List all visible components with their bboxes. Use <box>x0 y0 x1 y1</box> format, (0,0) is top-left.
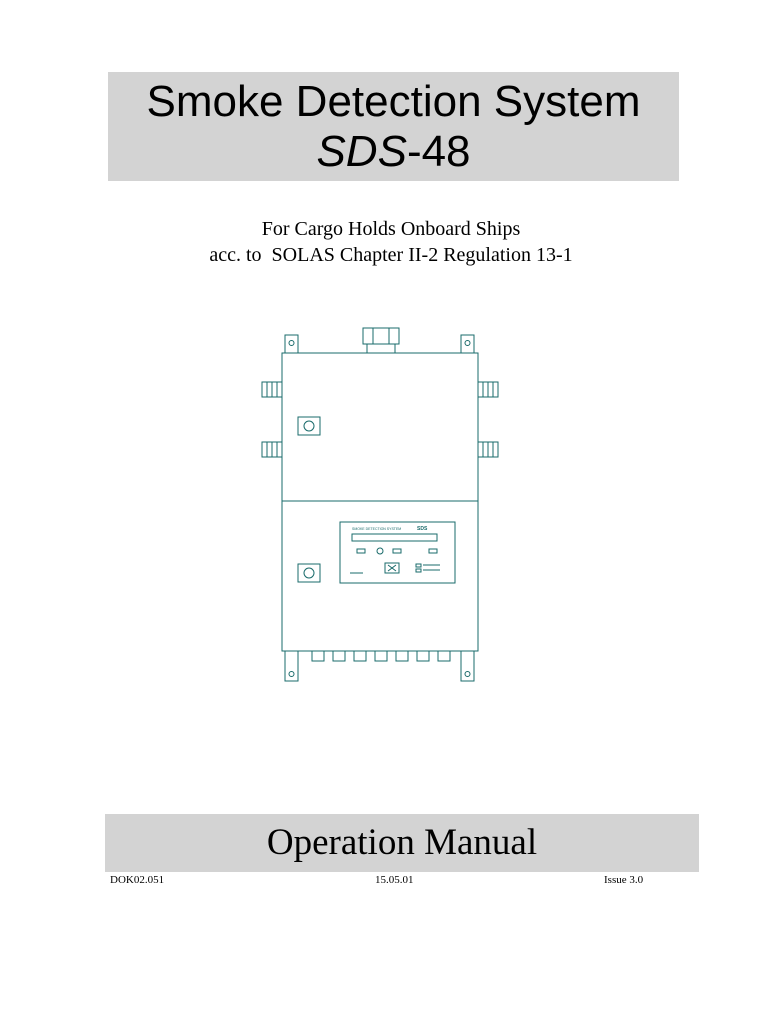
subtitle <box>0 216 768 268</box>
door-lock-upper <box>298 417 320 435</box>
side-gland-left-1 <box>262 382 282 397</box>
subtitle-line-2: acc. to SOLAS Chapter II-2 Regulation 13-1 <box>209 244 573 266</box>
model-prefix: SDS <box>316 127 407 176</box>
device-drawing <box>255 323 505 685</box>
document-title: Smoke Detection System <box>146 77 641 126</box>
enclosure-upper <box>282 353 478 501</box>
document-id: DOK02.051 <box>110 874 165 886</box>
manual-type-label: Operation Manual <box>266 822 538 863</box>
model-name <box>108 127 679 177</box>
mounting-lug-bottom-right <box>461 651 474 681</box>
panel-display <box>352 534 437 541</box>
side-gland-left-2 <box>262 442 282 457</box>
side-gland-right-1 <box>478 382 498 397</box>
enclosure-lower <box>282 501 478 651</box>
control-panel <box>340 522 455 583</box>
subtitle-line-1: For Cargo Holds Onboard Ships <box>261 218 521 240</box>
door-lock-lower <box>298 564 320 582</box>
panel-model: SDS <box>417 526 428 532</box>
manual-type-box <box>105 814 699 872</box>
document-date: 15.05.01 <box>375 874 414 886</box>
bottom-glands <box>312 651 450 661</box>
side-gland-right-2 <box>478 442 498 457</box>
model-number: -48 <box>406 127 471 176</box>
panel-label: SMOKE DETECTION SYSTEM <box>352 527 402 531</box>
document-title-box <box>108 72 679 181</box>
mounting-lug-top-right <box>461 335 474 353</box>
document-issue: Issue 3.0 <box>604 874 644 886</box>
mounting-lug-bottom-left <box>285 651 298 681</box>
top-cable-gland <box>363 328 399 353</box>
mounting-lug-top-left <box>285 335 298 353</box>
